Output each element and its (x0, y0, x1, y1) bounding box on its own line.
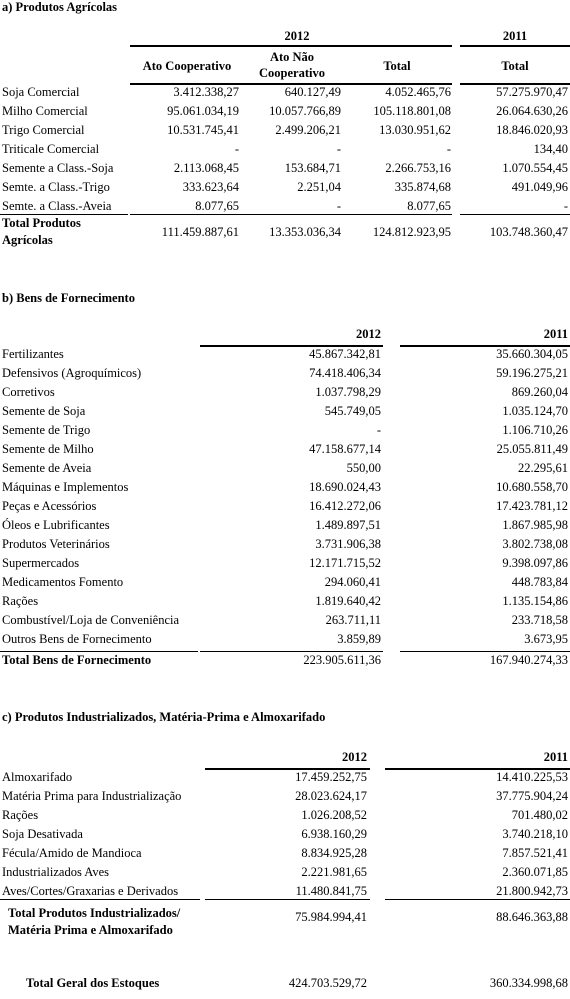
table-cell-ato: 8.077,65 (195, 199, 239, 213)
table-row-label: Semente de Milho (2, 442, 94, 456)
table-cell-nao: - (336, 142, 341, 156)
section-b-total-2011: 167.940.274,33 (489, 653, 568, 667)
table-row-label: Rações (2, 808, 39, 822)
table-row-label: Industrializados Aves (2, 865, 110, 879)
section-a-total-label-2: Agrícolas (2, 233, 53, 247)
table-cell-2012: 294.060,41 (324, 575, 381, 589)
table-cell-2011: 21.800.942,73 (496, 884, 568, 898)
section-b-total-rule-label (0, 651, 198, 652)
col-header-ato-nao-1: Ato Não (269, 50, 315, 64)
section-b-year-2011: 2011 (543, 327, 568, 341)
table-cell-2012: 545.749,05 (324, 404, 381, 418)
table-cell-2011: 2.360.071,85 (502, 865, 568, 879)
table-cell-2011: 10.680.558,70 (496, 480, 568, 494)
table-cell-nao: 2.499.206,21 (275, 123, 341, 137)
table-cell-2012: 17.459.252,75 (295, 770, 367, 784)
table-cell-2011: 3.740.218,10 (502, 827, 568, 841)
col-header-total-2012: Total (383, 59, 411, 73)
table-row-label: Almoxarifado (2, 770, 73, 784)
section-a-total-nao: 13.353.036,34 (269, 225, 341, 239)
table-cell-2012: 1.489.897,51 (315, 518, 381, 532)
section-a-total-2011: 103.748.360,47 (489, 225, 568, 239)
table-row-label: Rações (2, 594, 39, 608)
col-header-ato-nao-2: Cooperativo (259, 66, 325, 80)
table-cell-2011: - (563, 199, 568, 213)
table-cell-2011: 25.055.811,49 (496, 442, 568, 456)
section-c-total-2012: 75.984.994,41 (295, 910, 367, 924)
table-cell-2011: 57.275.970,47 (496, 85, 568, 99)
table-cell-2012: 12.171.715,52 (309, 556, 381, 570)
section-a-total-label-1: Total Produtos (2, 216, 81, 230)
section-b-total-rule-2012 (200, 651, 383, 652)
table-cell-2011: 1.135.154,86 (502, 594, 568, 608)
table-row-label: Soja Desativada (2, 827, 83, 841)
table-row-label: Semente a Class.-Soja (2, 161, 114, 175)
table-row-label: Semente de Soja (2, 404, 86, 418)
table-cell-2012: 16.412.272,06 (309, 499, 381, 513)
table-cell-2011: 1.867.985,98 (502, 518, 568, 532)
table-cell-2011: 35.660.304,05 (496, 347, 568, 361)
table-cell-2011: 14.410.225,53 (496, 770, 568, 784)
section-c-total-rule-2012 (205, 899, 370, 900)
table-cell-2012: 8.834.925,28 (301, 846, 367, 860)
table-row-label: Medicamentos Fomento (2, 575, 124, 589)
table-cell-total: 8.077,65 (407, 199, 451, 213)
section-c-heading: c) Produtos Industrializados, Matéria-Prima e Almoxarifado (2, 710, 326, 724)
table-cell-2012: - (376, 423, 381, 437)
section-c-total-rule-2011 (385, 899, 570, 900)
section-a-heading: a) Produtos Agrícolas (2, 0, 118, 14)
section-c-year-2011: 2011 (543, 750, 568, 764)
table-cell-ato: 10.531.745,41 (167, 123, 239, 137)
table-cell-nao: 2.251,04 (297, 180, 341, 194)
table-cell-2012: 28.023.624,17 (295, 789, 367, 803)
table-cell-2012: 3.731.906,38 (315, 537, 381, 551)
table-row-label: Fertilizantes (2, 347, 64, 361)
table-cell-2011: 701.480,02 (511, 808, 568, 822)
table-cell-2011: 26.064.630,26 (496, 104, 568, 118)
table-row-label: Peças e Acessórios (2, 499, 97, 513)
table-cell-2012: 1.026.208,52 (301, 808, 367, 822)
table-cell-2011: 18.846.020,93 (496, 123, 568, 137)
grand-total-label: Total Geral dos Estoques (26, 976, 160, 990)
table-cell-2012: 18.690.024,43 (309, 480, 381, 494)
section-a-total-rule-label (0, 214, 128, 215)
section-c-total-label-2: Matéria Prima e Almoxarifado (8, 923, 173, 937)
section-b-total-label: Total Bens de Fornecimento (2, 653, 152, 667)
table-cell-2012: 74.418.406,34 (309, 366, 381, 380)
table-row-label: Semente de Trigo (2, 423, 91, 437)
table-cell-nao: - (336, 199, 341, 213)
section-b-year-2012: 2012 (356, 327, 381, 341)
table-cell-2012: 263.711,11 (325, 613, 381, 627)
table-cell-2011: 9.398.097,86 (502, 556, 568, 570)
section-b-total-2012: 223.905.611,36 (303, 653, 381, 667)
table-row-label: Semte. a Class.-Aveia (2, 199, 112, 213)
table-cell-2011: 1.035.124,70 (502, 404, 568, 418)
table-cell-ato: 333.623,64 (182, 180, 239, 194)
table-cell-total: 13.030.951,62 (379, 123, 451, 137)
table-cell-ato: - (234, 142, 239, 156)
table-row-label: Produtos Veterinários (2, 537, 110, 551)
section-c-total-label-1: Total Produtos Industrializados/ (8, 906, 181, 920)
table-cell-total: 2.266.753,16 (385, 161, 451, 175)
table-cell-total: - (446, 142, 451, 156)
table-cell-2011: 3.802.738,08 (502, 537, 568, 551)
table-row-label: Semente de Aveia (2, 461, 92, 475)
table-cell-2011: 869.260,04 (511, 385, 568, 399)
table-cell-ato: 95.061.034,19 (167, 104, 239, 118)
section-a-total-rule-2011 (460, 214, 570, 215)
table-cell-2012: 6.938.160,29 (301, 827, 367, 841)
table-row-label: Combustível/Loja de Conveniência (2, 613, 180, 627)
table-row-label: Outros Bens de Fornecimento (2, 632, 152, 646)
table-cell-2011: 59.196.275,21 (496, 366, 568, 380)
table-cell-2011: 3.673,95 (524, 632, 568, 646)
table-cell-total: 4.052.465,76 (385, 85, 451, 99)
table-cell-2012: 11.480.841,75 (295, 884, 367, 898)
table-row-label: Corretivos (2, 385, 55, 399)
table-row-label: Trigo Comercial (2, 123, 85, 137)
table-cell-nao: 10.057.766,89 (269, 104, 341, 118)
table-row-label: Aves/Cortes/Graxarias e Derivados (2, 884, 179, 898)
table-cell-2011: 134,40 (533, 142, 568, 156)
table-cell-2011: 22.295,61 (518, 461, 568, 475)
section-b-heading: b) Bens de Fornecimento (2, 291, 135, 305)
table-cell-2011: 233.718,58 (511, 613, 568, 627)
table-cell-2011: 1.106.710,26 (502, 423, 568, 437)
section-a-top-rule-2012 (130, 45, 452, 47)
table-cell-ato: 2.113.068,45 (173, 161, 239, 175)
table-row-label: Óleos e Lubrificantes (2, 518, 110, 532)
table-cell-2012: 1.819.640,42 (315, 594, 381, 608)
table-row-label: Defensivos (Agroquímicos) (2, 366, 142, 380)
table-cell-ato: 3.412.338,27 (173, 85, 239, 99)
table-cell-nao: 640.127,49 (284, 85, 341, 99)
table-cell-2012: 550,00 (346, 461, 381, 475)
grand-total-2011: 360.334.998,68 (489, 976, 568, 990)
table-row-label: Semte. a Class.-Trigo (2, 180, 110, 194)
section-a-total-rule-2012 (130, 214, 452, 215)
table-cell-2011: 37.775.904,24 (496, 789, 568, 803)
table-cell-total: 335.874,68 (394, 180, 451, 194)
table-cell-2012: 45.867.342,81 (309, 347, 381, 361)
table-row-label: Milho Comercial (2, 104, 88, 118)
section-c-total-rule-label (0, 899, 200, 900)
section-a-year-2011: 2011 (502, 29, 528, 43)
table-row-label: Fécula/Amido de Mandioca (2, 846, 142, 860)
table-cell-total: 105.118.801,08 (373, 104, 451, 118)
section-a-total-total: 124.812.923,95 (372, 225, 451, 239)
section-b-total-rule-2011 (400, 651, 570, 652)
table-row-label: Supermercados (2, 556, 80, 570)
grand-total-2012: 424.703.529,72 (288, 976, 367, 990)
section-a-total-ato: 111.459.887,61 (161, 225, 239, 239)
col-header-ato-cooperativo: Ato Cooperativo (142, 59, 232, 73)
section-a-top-rule-2011 (460, 45, 570, 47)
table-cell-2011: 1.070.554,45 (502, 161, 568, 175)
table-cell-2011: 448.783,84 (511, 575, 568, 589)
table-row-label: Triticale Comercial (2, 142, 100, 156)
section-c-total-2011: 88.646.363,88 (496, 910, 568, 924)
table-cell-2011: 17.423.781,12 (496, 499, 568, 513)
table-cell-nao: 153.684,71 (284, 161, 341, 175)
table-cell-2012: 3.859,89 (337, 632, 381, 646)
table-cell-2011: 7.857.521,41 (502, 846, 568, 860)
section-a-year-2012: 2012 (284, 29, 310, 43)
table-cell-2012: 47.158.677,14 (309, 442, 381, 456)
table-cell-2011: 491.049,96 (511, 180, 568, 194)
table-cell-2012: 1.037.798,29 (315, 385, 381, 399)
table-row-label: Máquinas e Implementos (2, 480, 129, 494)
section-c-year-2012: 2012 (342, 750, 367, 764)
table-row-label: Soja Comercial (2, 85, 80, 99)
table-row-label: Matéria Prima para Industrialização (2, 789, 182, 803)
table-cell-2012: 2.221.981,65 (301, 865, 367, 879)
col-header-total-2011: Total (501, 59, 529, 73)
